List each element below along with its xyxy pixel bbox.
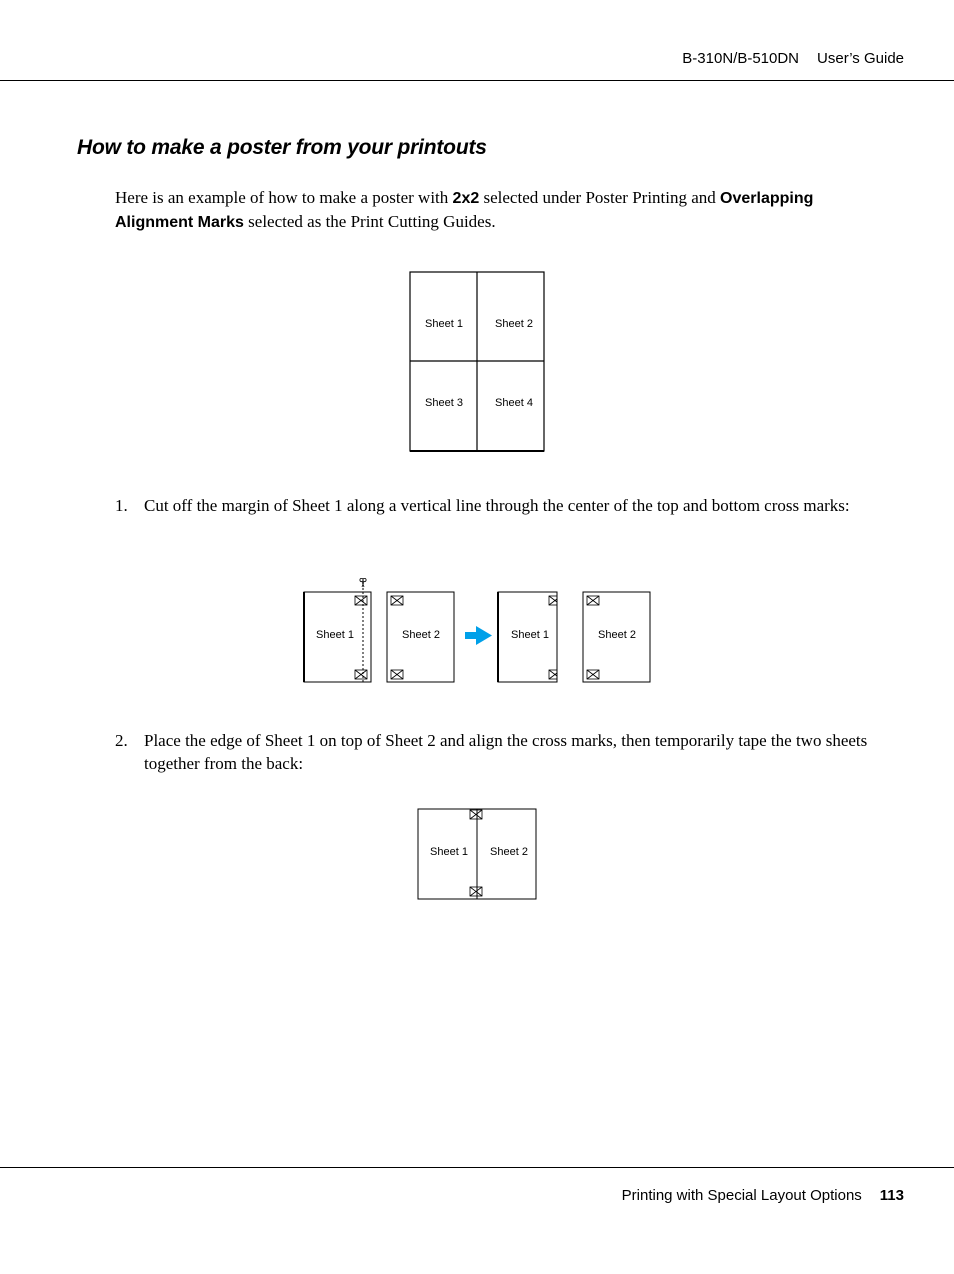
joined-sheet-2-label: Sheet 2	[490, 846, 528, 858]
intro-bold-marks: Overlapping Alignment Marks	[115, 190, 814, 231]
step-1-text: Cut off the margin of Sheet 1 along a vertical line through the center of the top and bottom cross marks:	[144, 496, 850, 515]
step-2	[115, 729, 880, 775]
joined-sheets-figure	[413, 804, 543, 909]
cut-margin-figure	[298, 574, 658, 694]
page-footer	[622, 1187, 904, 1204]
section-title: How to make a poster from your printouts	[77, 136, 487, 159]
before-sheet-2-label: Sheet 2	[402, 629, 440, 641]
footer-section: Printing with Special Layout Options	[621, 1187, 862, 1204]
grid-sheet-3-label: Sheet 3	[425, 397, 463, 409]
poster-grid-figure	[405, 268, 550, 461]
header-guide: User’s Guide	[817, 50, 904, 67]
intro-bold-2x2: 2x2	[452, 190, 480, 207]
step-2-text: Place the edge of Sheet 1 on top of Sheet 2 and align the cross marks, then temporarily tape the two sheets together from the back:	[144, 731, 868, 773]
grid-sheet-1-label: Sheet 1	[425, 318, 463, 330]
scissors-icon	[360, 578, 366, 587]
step-1	[115, 494, 880, 517]
intro-text-2: selected under Poster Printing and	[479, 188, 721, 207]
after-sheet-1-label: Sheet 1	[511, 629, 549, 641]
intro-paragraph	[115, 186, 880, 234]
intro-text-1: Here is an example of how to make a poster with	[115, 188, 453, 207]
grid-sheet-2-label: Sheet 2	[495, 318, 533, 330]
grid-sheet-4-label: Sheet 4	[495, 397, 533, 409]
before-sheet-2	[387, 592, 454, 682]
page-number: 113	[879, 1187, 904, 1204]
header-rule	[0, 80, 954, 81]
intro-text-3: selected as the Print Cutting Guides.	[243, 212, 496, 231]
before-sheet-1-label: Sheet 1	[316, 629, 354, 641]
before-sheet-1	[304, 578, 371, 682]
footer-rule	[0, 1167, 954, 1168]
page-header	[682, 50, 904, 67]
after-sheet-2	[583, 592, 650, 682]
after-sheet-2-label: Sheet 2	[598, 629, 636, 641]
joined-sheet-1-label: Sheet 1	[430, 846, 468, 858]
step-2-number: 2.	[115, 731, 128, 750]
arrow-right-icon	[465, 626, 492, 645]
after-sheet-1	[498, 592, 557, 682]
header-model: B-310N/B-510DN	[682, 50, 800, 67]
step-1-number: 1.	[115, 496, 128, 515]
